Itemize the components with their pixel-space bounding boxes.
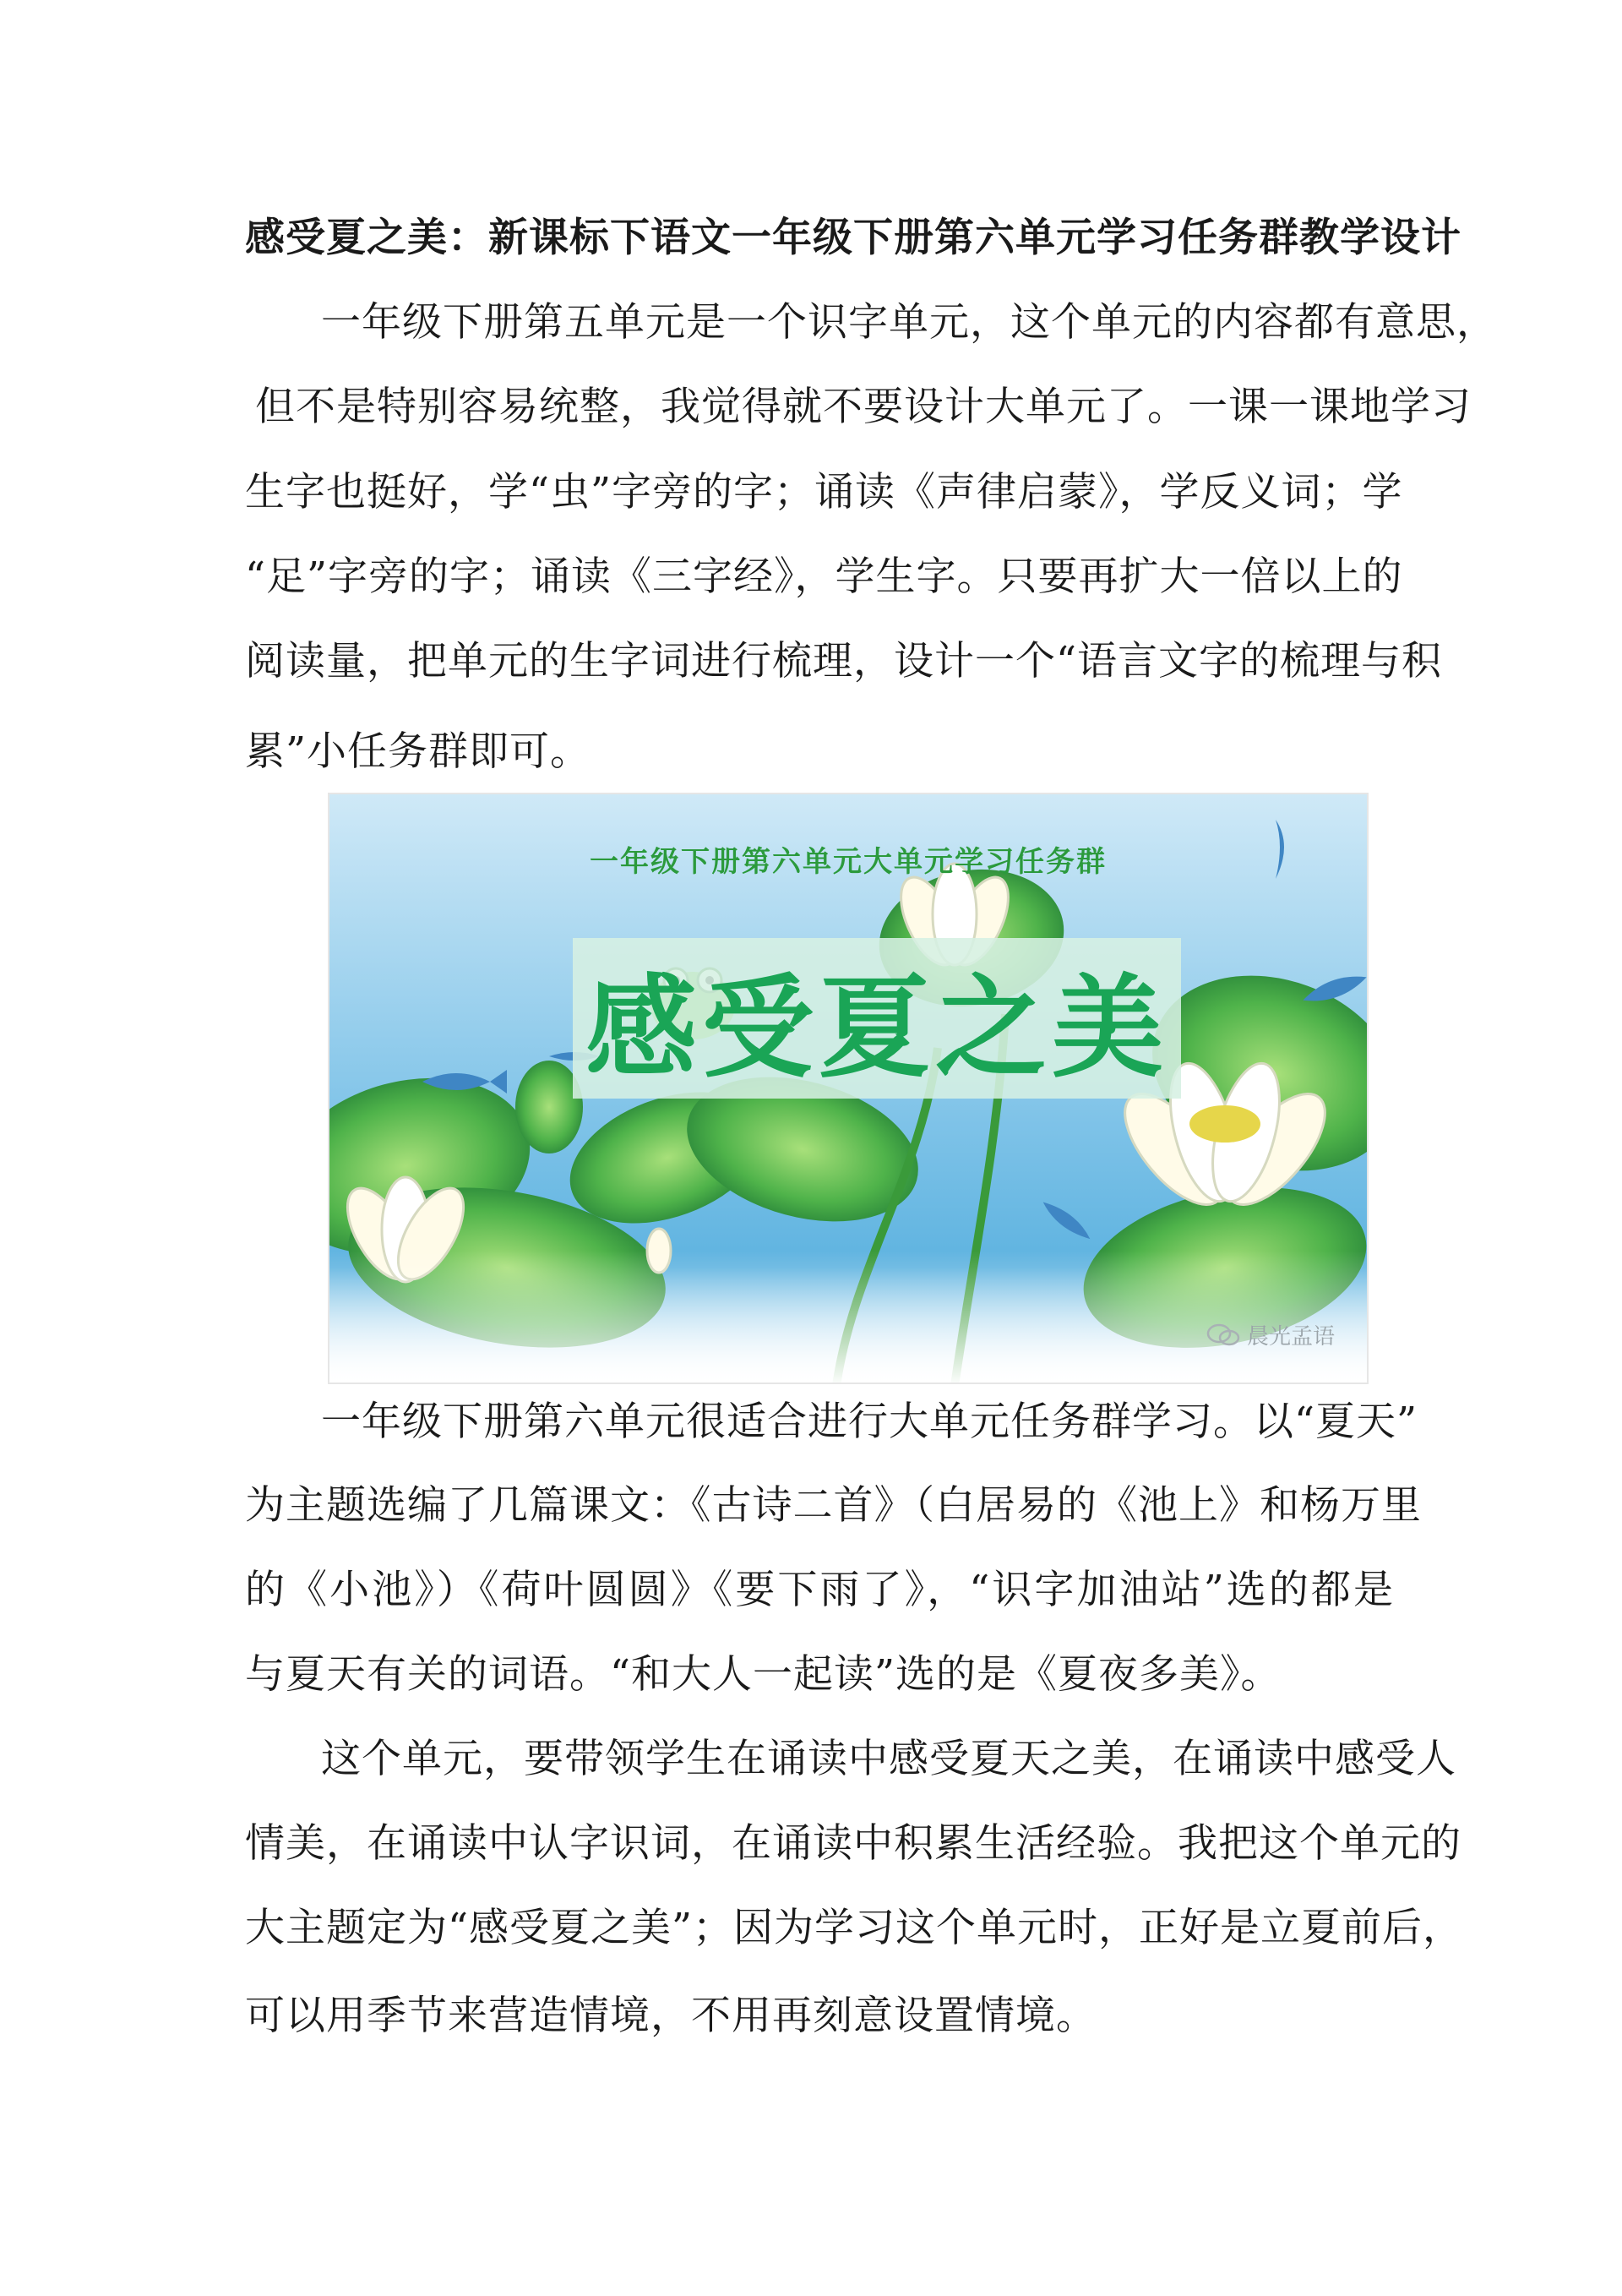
paragraph-2-line-1: 一年级下册第六单元很适合进行大单元任务群学习。以“夏天” <box>321 1399 1418 1445</box>
paragraph-1-line-1: 一年级下册第五单元是一个识字单元，这个单元的内容都有意思， <box>321 299 1497 346</box>
document-title: 感受夏之美：新课标下语文一年级下册第六单元学习任务群教学设计 <box>245 215 1461 261</box>
illustration-banner: 一年级下册第六单元大单元学习任务群 <box>590 845 1107 879</box>
paragraph-1-line-4: “足”字旁的字；诵读《三字经》，学生字。只要再扩大一倍以上的 <box>245 554 1403 600</box>
paragraph-2-line-3: 的《小池》）《荷叶圆圆》《要下雨了》，“识字加油站”选的都是 <box>245 1567 1394 1613</box>
paragraph-2-line-2: 为主题选编了几篇课文：《古诗二首》（白居易的《池上》和杨万里 <box>245 1482 1422 1529</box>
paragraph-3-line-1: 这个单元，要带领学生在诵读中感受夏天之美，在诵读中感受人 <box>321 1736 1456 1782</box>
watermark <box>1206 1319 1335 1350</box>
watermark-text: 晨光孟语 <box>1246 1324 1335 1350</box>
paragraph-1-line-2: 但不是特别容易统整，我觉得就不要设计大单元了。一课一课地学习 <box>255 384 1472 430</box>
paragraph-1-line-5: 阅读量，把单元的生字词进行梳理，设计一个“语言文字的梳理与积 <box>245 638 1443 684</box>
paragraph-3-line-4: 可以用季节来营造情境，不用再刻意设置情境。 <box>245 1993 1097 2039</box>
chat-bubble-icon <box>1206 1323 1240 1348</box>
illustration-title-box <box>573 938 1181 1099</box>
lotus-pond-illustration <box>328 793 1369 1384</box>
paragraph-1-line-6: 累”小任务群即可。 <box>245 728 591 775</box>
paragraph-1-line-3: 生字也挺好，学“虫”字旁的字；诵读《声律启蒙》，学反义词；学 <box>245 469 1403 515</box>
paragraph-2-line-4: 与夏天有关的词语。“和大人一起读”选的是《夏夜多美》。 <box>245 1651 1282 1698</box>
paragraph-3-line-2: 情美，在诵读中认字识词，在诵读中积累生活经验。我把这个单元的 <box>245 1820 1461 1867</box>
paragraph-3-line-3: 大主题定为“感受夏之美”；因为学习这个单元时，正好是立夏前后， <box>245 1905 1464 1951</box>
illustration-title: 感受夏之美 <box>585 963 1168 1093</box>
